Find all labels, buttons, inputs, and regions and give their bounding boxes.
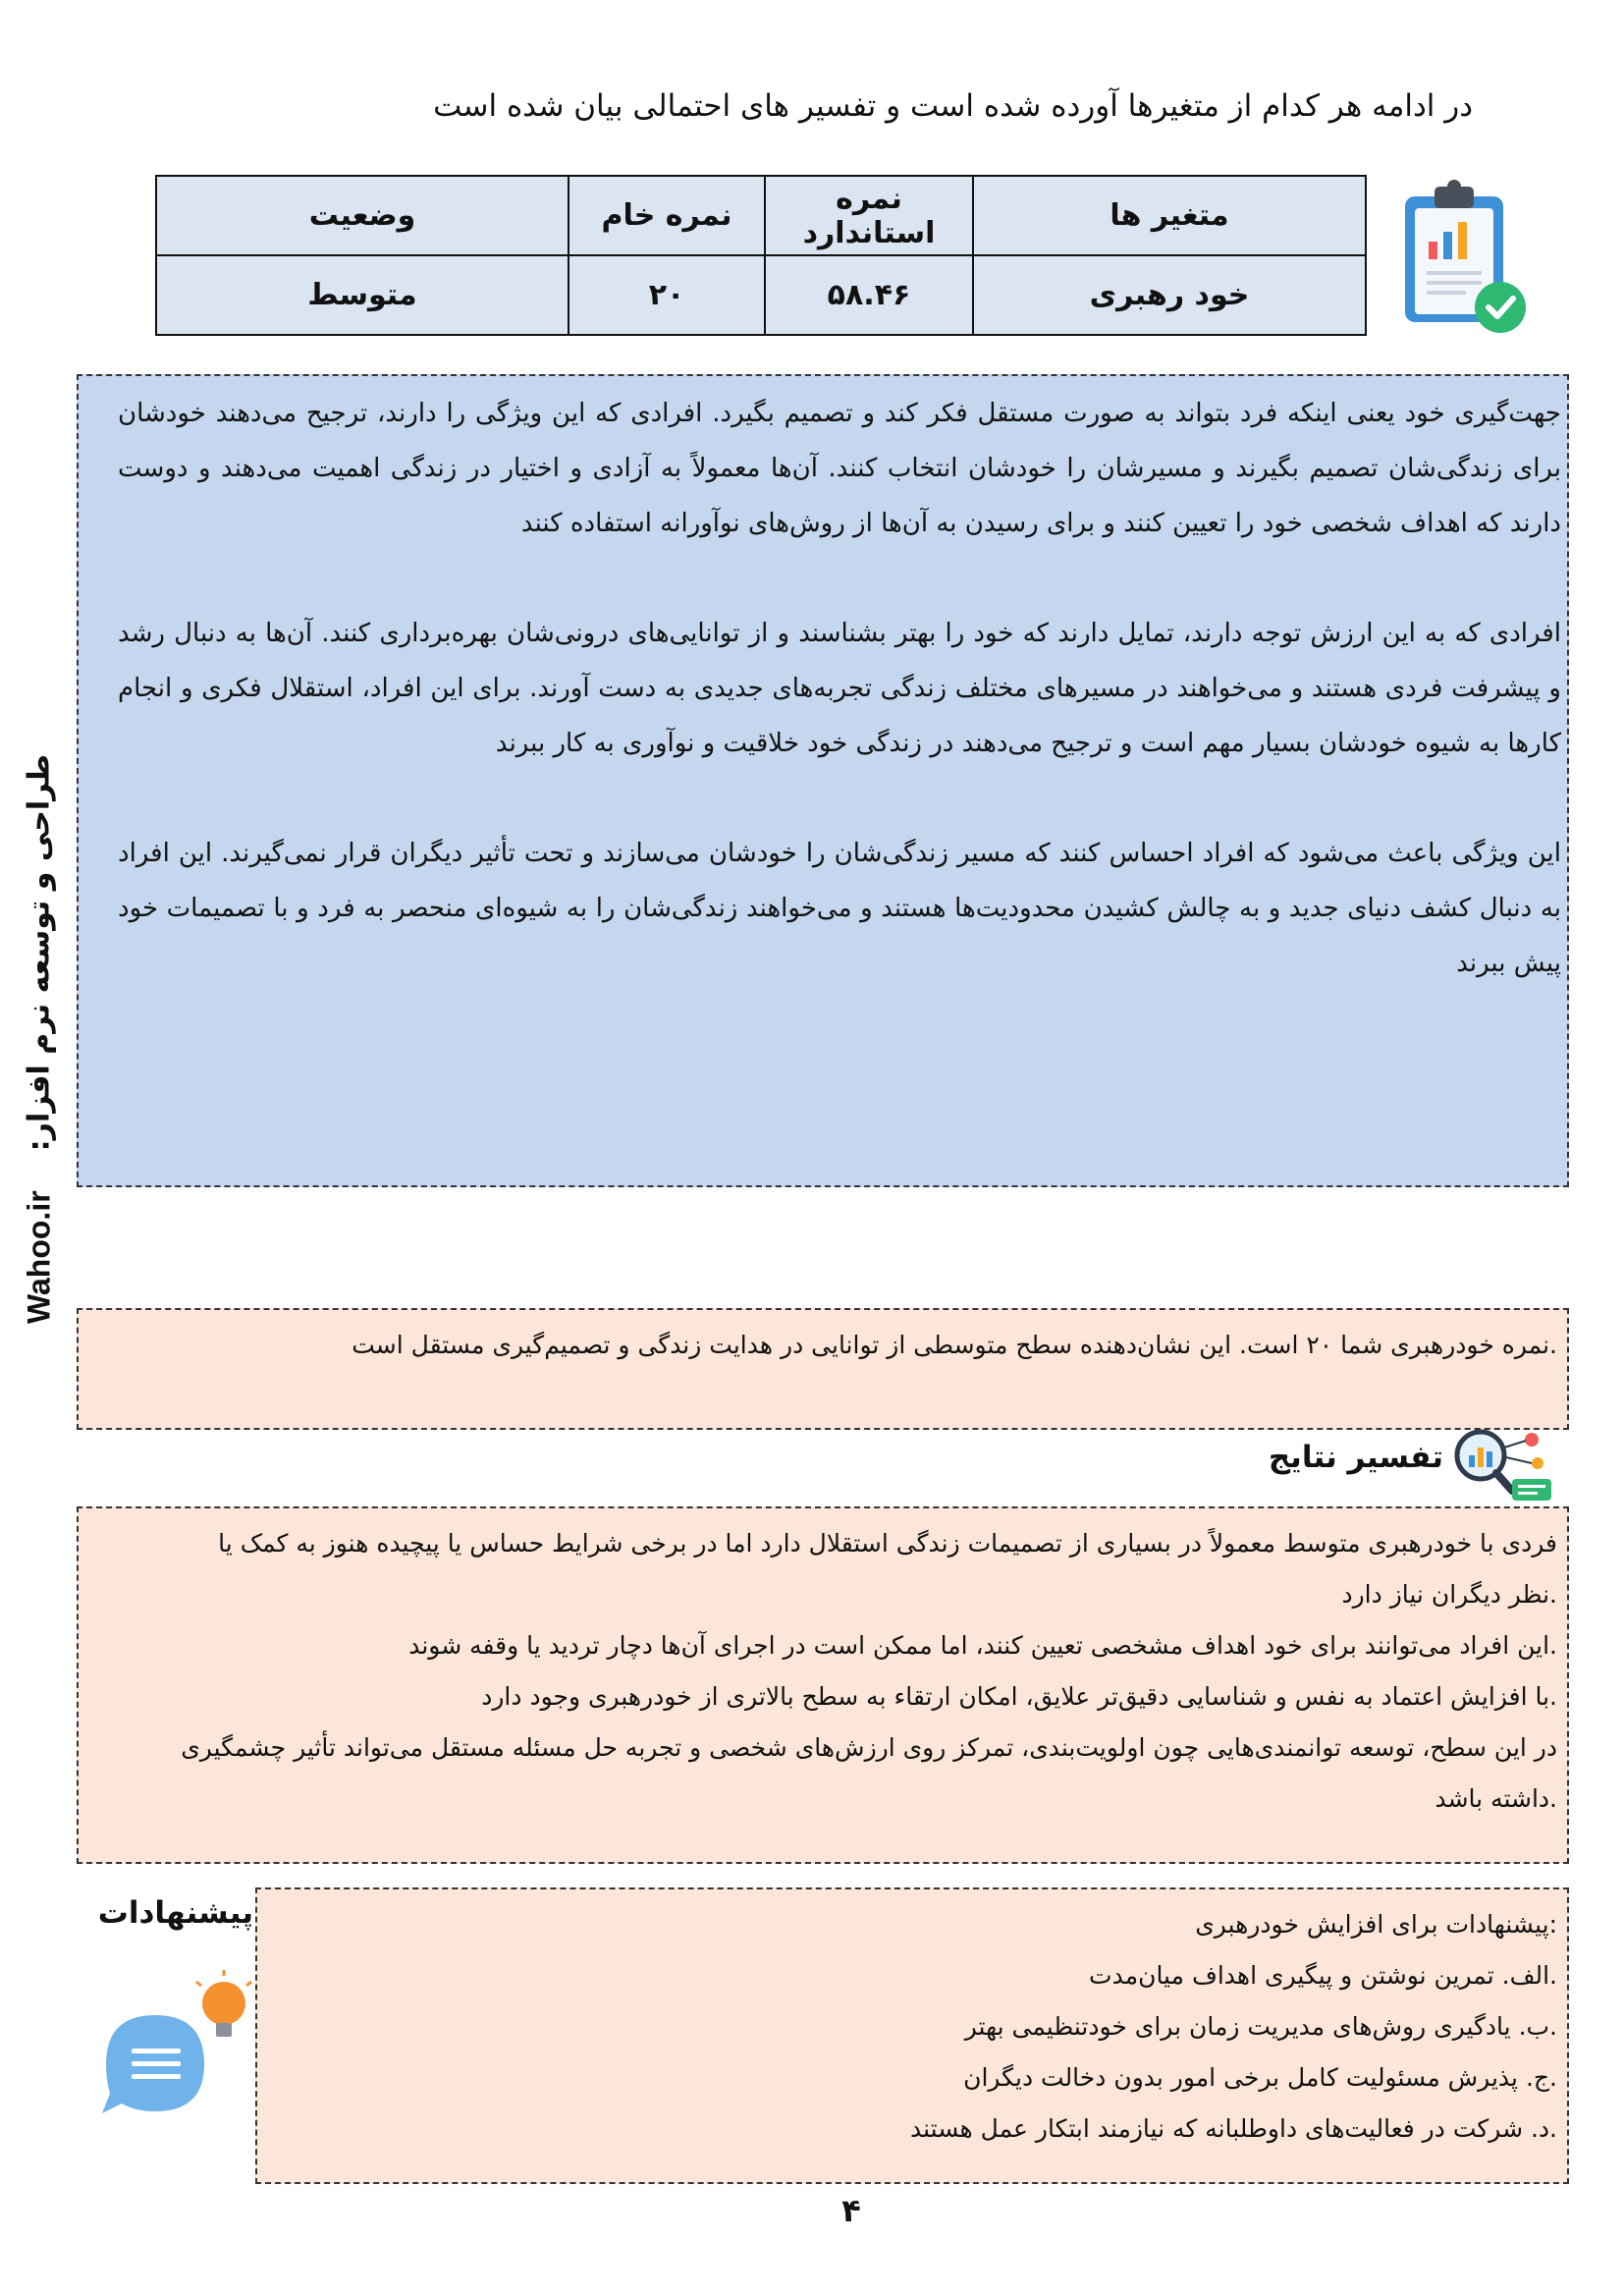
cell-variable: خود رهبری bbox=[973, 255, 1366, 335]
cell-raw-score: ۲۰ bbox=[568, 255, 765, 335]
page-heading: در ادامه هر کدام از متغیرها آورده شده است و تفسیر های احتمالی بیان شده است bbox=[433, 88, 1473, 124]
score-table bbox=[155, 175, 1367, 336]
header-status: وضعیت bbox=[156, 176, 568, 255]
side-credit bbox=[4, 753, 75, 1325]
description-box bbox=[77, 374, 1569, 1187]
interpretation-line: در این سطح، توسعه توانمندی‌هایی چون اولویت‌بندی، تمرکز روی ارزش‌های شخصی و تجربه حل مسئله مستقل می‌تواند تأثیر چشمگیری bbox=[181, 1733, 1557, 1762]
suggestions-title: پیشنهادات bbox=[97, 1895, 253, 1931]
interpretation-line: فردی با خودرهبری متوسط معمولاً در بسیاری از تصمیمات زندگی استقلال دارد اما در برخی شرایط حساس یا پیچیده هنوز به کمک یا bbox=[218, 1529, 1557, 1558]
interpretation-line: .نظر دیگران نیاز دارد bbox=[1341, 1580, 1557, 1609]
interpretation-box bbox=[77, 1506, 1569, 1864]
table-header-row bbox=[156, 176, 1366, 255]
description-paragraph: افرادی که به این ارزش توجه دارند، تمایل دارند که خود را بهتر بشناسند و از توانایی‌های درونی‌شان بهره‌برداری کنند. آن‌ها به دنبال رشد و پیشرفت فردی هستند و می‌خواهند در مسیرهای مختلف زندگی تجربه‌های جدیدی به دست آورند. برای این افراد، استقلال فکری و انجام کارها به شیوه خودشان بسیار مهم است و ترجیح می‌دهند در زندگی خود خلاقیت و نوآوری به کار ببرند bbox=[118, 619, 1561, 758]
page-number: ۴ bbox=[841, 2192, 861, 2229]
credit-text: طراحی و توسعه نرم افزار: bbox=[22, 753, 57, 1152]
analysis-magnifier-icon bbox=[1447, 1426, 1555, 1504]
description-paragraph: این ویژگی باعث می‌شود که افراد احساس کنند که مسیر زندگی‌شان را خودشان می‌سازند و تحت تأثیر دیگران قرار نمی‌گیرند. این افراد به دنبال کشف دنیای جدید و به چالش کشیدن محدودیت‌ها هستند و می‌خواهند زندگی‌شان را به شیوه‌ای منحصر به فرد و با تصمیمات خود پیش ببرند bbox=[118, 839, 1561, 978]
clipboard-check-icon bbox=[1399, 175, 1537, 337]
cell-standard-score: ۵۸.۴۶ bbox=[765, 255, 973, 335]
header-raw-score: نمره خام bbox=[568, 176, 765, 255]
header-variable: متغیر ها bbox=[973, 176, 1366, 255]
score-summary-text: .نمره خودرهبری شما ۲۰ است. این نشان‌دهنده سطح متوسطی از توانایی در هدایت زندگی و تصمیم‌گیری مستقل است bbox=[352, 1331, 1557, 1359]
cell-status: متوسط bbox=[156, 255, 568, 335]
chat-lightbulb-icon bbox=[94, 1964, 261, 2131]
suggestion-line: .ج. پذیرش مسئولیت کامل برخی امور بدون دخالت دیگران bbox=[963, 2063, 1557, 2092]
score-summary-box bbox=[77, 1308, 1569, 1430]
suggestion-line: :پیشنهادات برای افزایش خودرهبری bbox=[1195, 1910, 1557, 1939]
table-row bbox=[156, 255, 1366, 335]
suggestions-box bbox=[255, 1887, 1569, 2184]
interpretation-line: .این افراد می‌توانند برای خود اهداف مشخصی تعیین کنند، اما ممکن است در اجرای آن‌ها دچار تردید یا وقفه شوند bbox=[408, 1631, 1557, 1660]
interpretation-title: تفسیر نتایج bbox=[1268, 1440, 1443, 1475]
description-paragraph: جهت‌گیری خود یعنی اینکه فرد بتواند به صورت مستقل فکر کند و تصمیم بگیرد. افرادی که این ویژگی را دارند، ترجیح می‌دهند خودشان برای زندگی‌شان تصمیم بگیرند و مسیرشان را خودشان انتخاب کنند. آن‌ها معمولاً به آزادی و اختیار در زندگی اهمیت می‌دهند و دوست دارند که اهداف شخصی خود را تعیین کنند و برای رسیدن به آن‌ها از روش‌های نوآورانه استفاده کنند bbox=[118, 399, 1561, 538]
header-standard-score: نمره استاندارد bbox=[765, 176, 973, 255]
suggestion-line: .ب. یادگیری روش‌های مدیریت زمان برای خودتنظیمی بهتر bbox=[964, 2012, 1557, 2041]
interpretation-line: .با افزایش اعتماد به نفس و شناسایی دقیق‌تر علایق، امکان ارتقاء به سطح بالاتری از خودرهبری وجود دارد bbox=[481, 1682, 1557, 1711]
credit-link[interactable]: Wahoo.ir bbox=[21, 1190, 57, 1325]
suggestion-line: .د. شرکت در فعالیت‌های داوطلبانه که نیازمند ابتکار عمل هستند bbox=[910, 2114, 1557, 2143]
interpretation-line: .داشته باشد bbox=[1435, 1784, 1557, 1813]
suggestion-line: .الف. تمرین نوشتن و پیگیری اهداف میان‌مدت bbox=[1089, 1961, 1557, 1990]
